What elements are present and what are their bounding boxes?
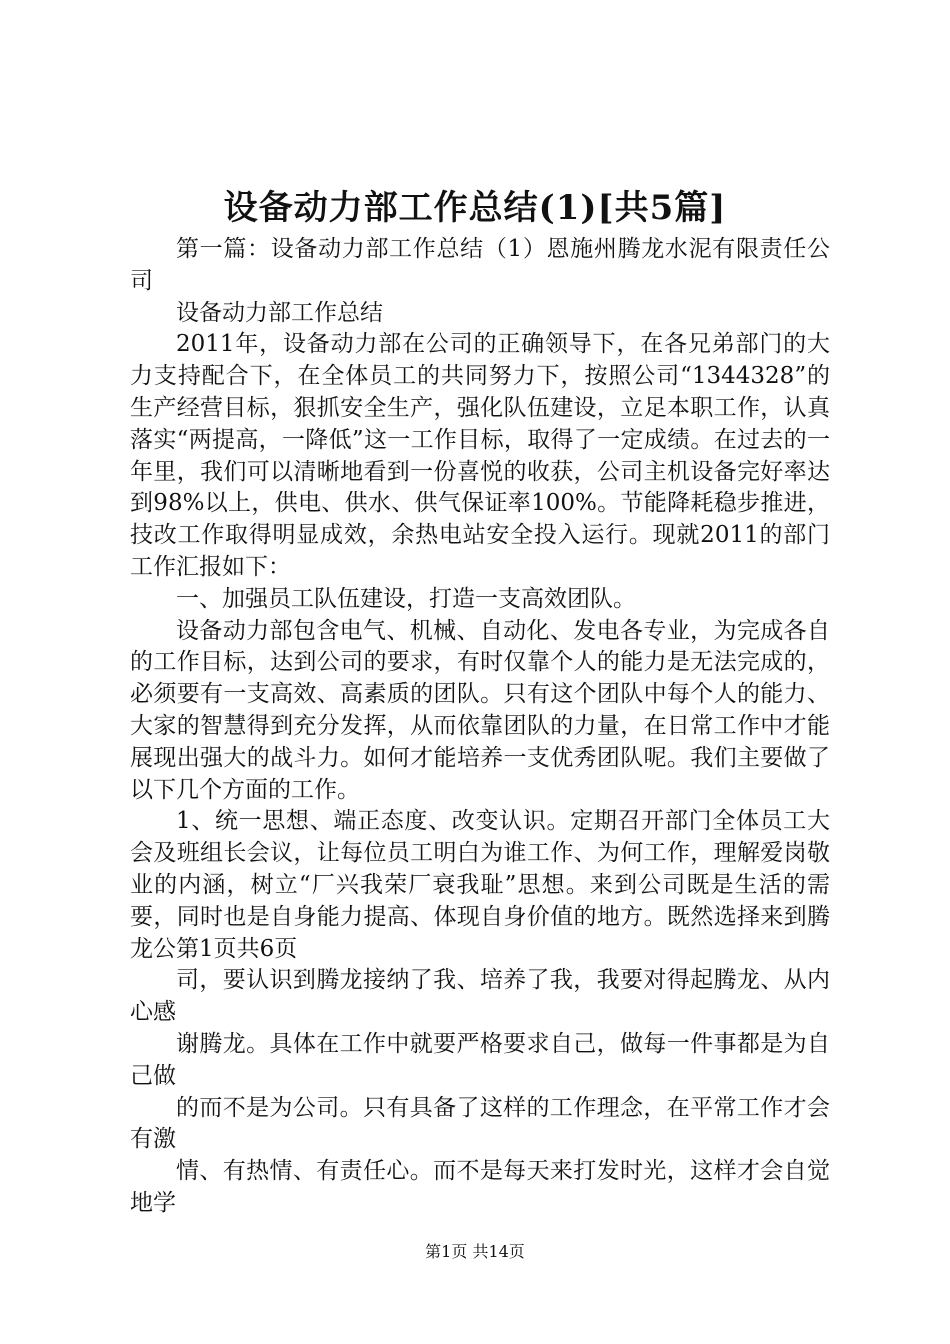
paragraph: 情、有热情、有责任心。而不是每天来打发时光，这样才会自觉地学 [130, 1158, 830, 1216]
page-footer: 第1页 共14页 [425, 1242, 525, 1261]
paragraph: 一、加强员工队伍建设，打造一支高效团队。 [176, 585, 636, 612]
paragraph: 2011年，设备动力部在公司的正确领导下，在各兄弟部门的大力支持配合下，在全体员工的共同努力下，按照公司“1344328”的生产经营目标，狠抓安全生产，强化队伍建设，立足本职工作，认真落实“两提高，一降低”这一工作目标，取得了一定成绩。在过去的一年里，我们可以清晰地看到一份喜悦的收获，公司主机设备完好率达到98%以上，供电、供水、供气保证率100%。节能降耗稳步推进，技改工作取得明显成效，余热电站安全投入运行。现就2011的部门工作汇报如下： [130, 331, 830, 580]
paragraph: 设备动力部包含电气、机械、自动化、发电各专业，为完成各自的工作目标，达到公司的要求，有时仅靠个人的能力是无法完成的，必须要有一支高效、高素质的团队。只有这个团队中每个人的能力、大家的智慧得到充分发挥，从而依靠团队的力量，在日常工作中才能展现出强大的战斗力。如何才能培养一支优秀团队呢。我们主要做了以下几个方面的工作。 [130, 617, 830, 803]
paragraph: 设备动力部工作总结 [176, 299, 383, 326]
paragraph: 司，要认识到腾龙接纳了我、培养了我，我要对得起腾龙、从内心感 [130, 967, 830, 1026]
paragraph: 第一篇：设备动力部工作总结（1）恩施州腾龙水泥有限责任公司 [130, 236, 830, 294]
paragraph: 1、统一思想、端正态度、改变认识。定期召开部门全体员工大会及班组长会议，让每位员工明白为谁工作、为何工作，理解爱岗敬业的内涵，树立“厂兴我荣厂衰我耻”思想。来到公司既是生活的需要，同时也是自身能力提高、体现自身价值的地方。既然选择来到腾龙公第1页共6页 [130, 808, 830, 962]
paragraph: 的而不是为公司。只有具备了这样的工作理念，在平常工作才会有激 [130, 1094, 830, 1153]
document-body [130, 234, 830, 1220]
document-title: 设备动力部工作总结(1)[共5篇] [223, 188, 727, 228]
paragraph: 谢腾龙。具体在工作中就要严格要求自己，做每一件事都是为自己做 [130, 1030, 830, 1089]
